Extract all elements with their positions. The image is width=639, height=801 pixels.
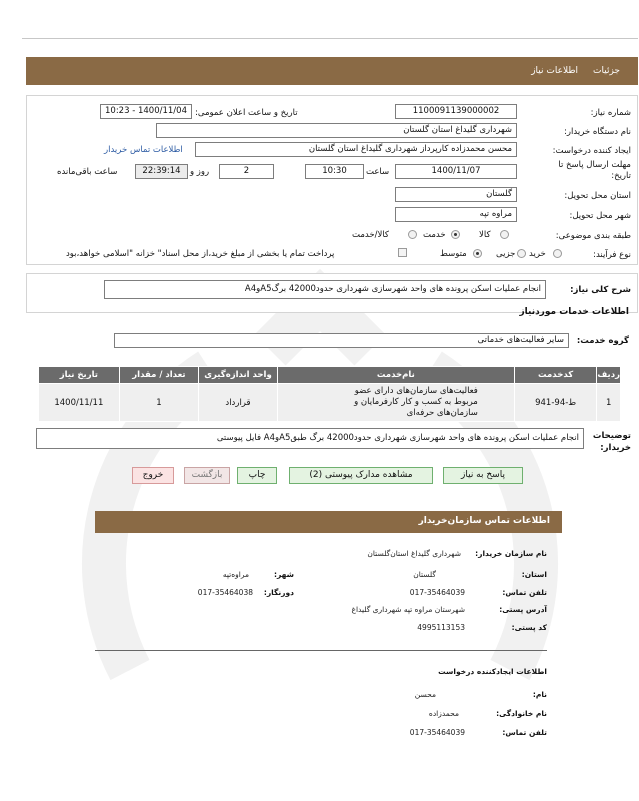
category-goods-radio[interactable] (500, 230, 509, 239)
contact-divider (95, 650, 547, 651)
name-label: نام: (532, 690, 547, 699)
breadcrumb-info[interactable]: اطلاعات نیاز (531, 66, 578, 76)
deadline-time-field: 10:30 (305, 164, 364, 179)
process-purchase-radio[interactable] (553, 249, 562, 258)
reply-button[interactable]: پاسخ به نیاز (443, 467, 523, 484)
city-contact-label: شهر: (274, 570, 294, 579)
cell-unit: قرارداد (199, 384, 278, 422)
remaining-time-field: 22:39:14 (135, 164, 188, 179)
family-value: محمدزاده (428, 709, 459, 718)
back-button[interactable]: بازگشت (184, 467, 230, 484)
days-field: 2 (219, 164, 274, 179)
cell-code: ط-94-941 (514, 384, 597, 422)
breadcrumb-details[interactable]: جزئیات (593, 66, 620, 76)
address-value: شهرستان مراوه تپه شهرداری گلیداغ (351, 605, 465, 614)
creator-section-title: اطلاعات ایجادکننده درخواست (438, 667, 547, 676)
fax-label: دورنگار: (263, 588, 294, 597)
category-both-label: کالا/خدمت (352, 230, 389, 240)
buyer-notes-label: توضیحات خریدار: (592, 431, 631, 453)
need-number-field: 1100091139000002 (395, 104, 517, 119)
page-header (26, 57, 638, 85)
announce-label: تاریخ و ساعت اعلان عمومی: (195, 108, 298, 118)
creator-field: محسن محمدزاده کارپرداز شهرداری گلیداغ استان گلستان (195, 142, 517, 157)
category-service-radio[interactable] (451, 230, 460, 239)
process-medium-radio[interactable] (473, 249, 482, 258)
province-contact-value: گلستان (413, 570, 436, 579)
need-number-label: شماره نیاز: (590, 108, 631, 118)
creator-phone-label: تلفن تماس: (502, 728, 547, 737)
process-label: نوع فرآیند: (593, 250, 631, 260)
cell-row: 1 (597, 384, 621, 422)
address-label: آدرس پستی: (499, 605, 547, 614)
creator-label: ایجاد کننده درخواست: (552, 146, 631, 156)
top-divider (22, 38, 638, 39)
summary-label: شرح کلی نیاز: (570, 285, 631, 295)
treasury-payment-checkbox[interactable] (398, 248, 407, 257)
process-purchase-label: خرید (529, 249, 546, 259)
cell-name: فعالیت‌های سازمان‌های دارای عضو مربوط به کسب و کار کارفرمایان و سازمان‌های حرفه‌ای (277, 384, 514, 422)
contact-header (95, 511, 562, 533)
name-value: محسن (414, 690, 436, 699)
province-contact-label: استان: (521, 570, 547, 579)
category-goods-label: کالا (479, 230, 491, 240)
fax-value: 017-35464038 (197, 588, 253, 597)
province-field: گلستان (395, 187, 517, 202)
col-qty: تعداد / مقدار (119, 367, 198, 384)
city-contact-value: مراوه‌تپه (222, 570, 249, 579)
col-unit: واحد اندازه‌گیری (199, 367, 278, 384)
process-minor-label: جزیی (496, 249, 516, 259)
buyer-org-label: نام دستگاه خریدار: (564, 127, 631, 137)
col-name: نام‌خدمت (277, 367, 514, 384)
cell-qty: 1 (119, 384, 198, 422)
services-title: اطلاعات خدمات موردنیاز (519, 307, 629, 317)
city-label: شهر محل تحویل: (569, 211, 631, 221)
services-table (38, 366, 621, 422)
postal-label: کد پستی: (511, 623, 547, 632)
treasury-payment-note: پرداخت تمام یا بخشی از مبلغ خرید،از محل اسناد" خزانه "اسلامی خواهد،بود (66, 249, 335, 259)
buyer-org-field: شهرداری گلیداغ استان گلستان (156, 123, 517, 138)
print-button[interactable]: چاپ (237, 467, 277, 484)
process-minor-radio[interactable] (517, 249, 526, 258)
category-service-label: خدمت (423, 230, 446, 240)
col-code: کدخدمت (514, 367, 597, 384)
announce-field: 1400/11/04 - 10:23 (100, 104, 192, 119)
city-field: مراوه تپه (395, 207, 517, 222)
col-date: تاریخ نیاز (39, 367, 120, 384)
buyer-contact-link[interactable]: اطلاعات تماس خریدار (104, 145, 183, 155)
contact-title: اطلاعات تماس سازمان‌خریدار (418, 516, 550, 526)
service-group-field: سایر فعالیت‌های خدماتی (114, 333, 569, 348)
deadline-time-label: ساعت (366, 167, 390, 177)
table-row (39, 384, 621, 422)
need-info-panel (26, 95, 638, 265)
attachments-button[interactable]: مشاهده مدارک پیوستی (2) (289, 467, 433, 484)
summary-field: انجام عملیات اسکن پرونده های واحد شهرسازی شهرداری حدود42000 برگA5وA4 (104, 280, 546, 299)
org-value: شهرداری گلیداغ استان‌گلستان (367, 549, 461, 558)
deadline-date-field: 1400/11/07 (395, 164, 517, 179)
category-both-radio[interactable] (408, 230, 417, 239)
cell-date: 1400/11/11 (39, 384, 120, 422)
days-label: روز و (190, 167, 210, 177)
phone-value: 017-35464039 (409, 588, 465, 597)
deadline-label: مهلت ارسال پاسخ تا تاریخ: (558, 160, 631, 181)
remaining-label: ساعت باقی‌مانده (57, 167, 118, 177)
service-group-label: گروه خدمت: (576, 336, 629, 346)
province-label: استان محل تحویل: (564, 191, 631, 201)
org-label: نام سازمان خریدار: (475, 549, 547, 558)
phone-label: تلفن تماس: (502, 588, 547, 597)
creator-phone-value: 017-35464039 (409, 728, 465, 737)
col-row: ردیف (597, 367, 621, 384)
family-label: نام خانوادگی: (496, 709, 547, 718)
buyer-notes-field: انجام عملیات اسکن پرونده های واحد شهرسازی شهرداری حدود42000 برگ طبقA5وA4 فایل پیوستی (36, 428, 584, 449)
process-medium-label: متوسط (440, 249, 467, 259)
exit-button[interactable]: خروج (132, 467, 174, 484)
category-label: طبقه بندی موضوعی: (555, 231, 631, 241)
postal-value: 4995113153 (417, 623, 465, 632)
